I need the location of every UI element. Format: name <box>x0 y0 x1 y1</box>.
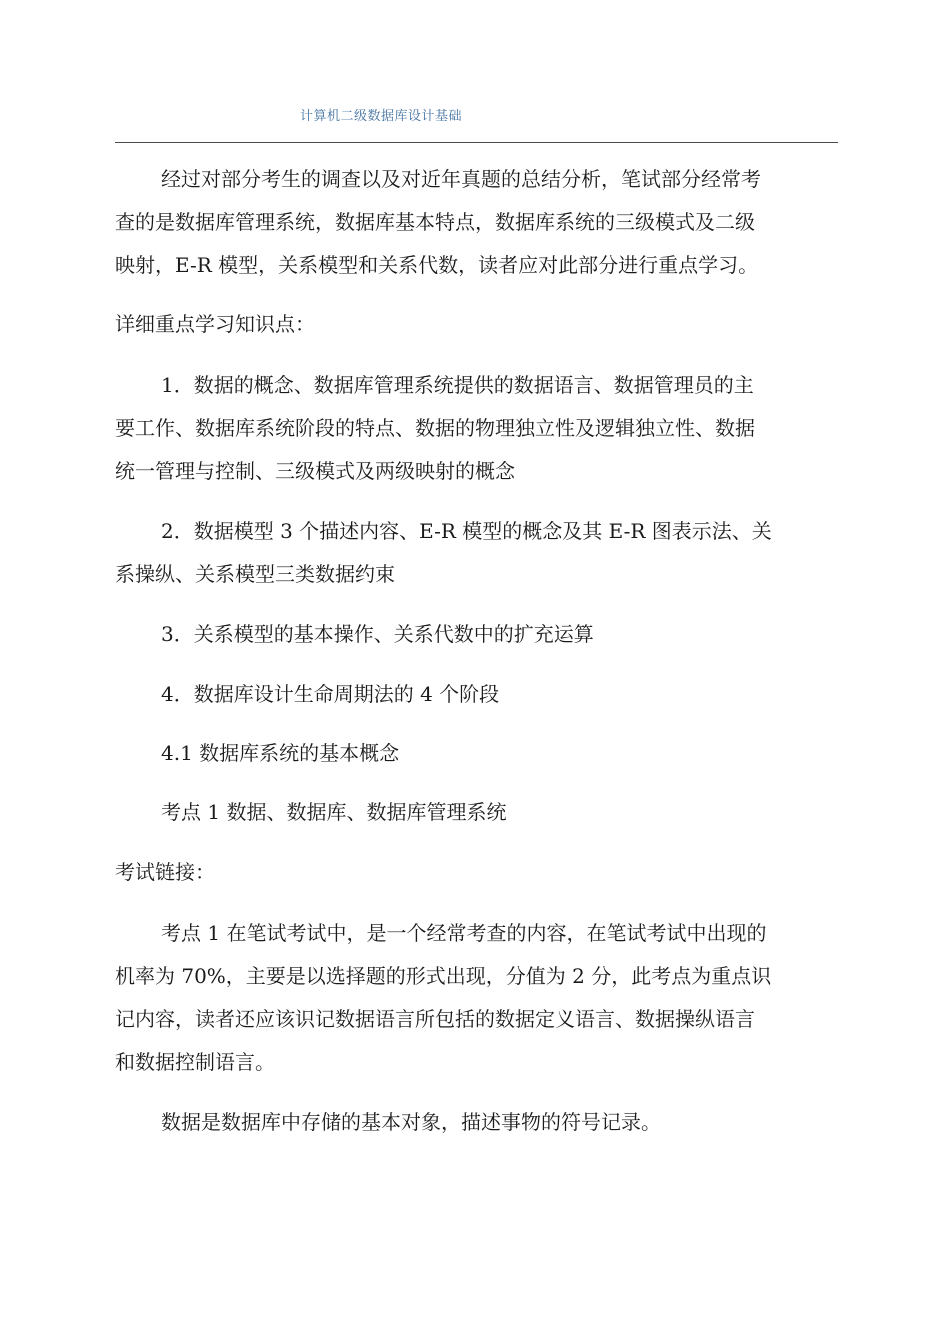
text-line: 1．数据的概念、数据库管理系统提供的数据语言、数据管理员的主 <box>161 373 754 397</box>
text-line: 系操纵、关系模型三类数据约束 <box>115 562 395 586</box>
key-point-item-3 <box>115 613 835 656</box>
text-line: 要工作、数据库系统阶段的特点、数据的物理独立性及逻辑独立性、数据 <box>115 416 755 440</box>
text-line: 数据是数据库中存储的基本对象，描述事物的符号记录。 <box>161 1110 661 1134</box>
exam-link-label <box>115 851 835 894</box>
text-line: 和数据控制语言。 <box>115 1050 275 1074</box>
text-line: 考试链接： <box>115 860 215 884</box>
exam-description-paragraph <box>115 912 835 1084</box>
text-line: 统一管理与控制、三级模式及两级映射的概念 <box>115 459 515 483</box>
text-line: 3．关系模型的基本操作、关系代数中的扩充运算 <box>161 622 594 646</box>
text-line: 4．数据库设计生命周期法的 4 个阶段 <box>161 682 500 706</box>
section-heading-4-1 <box>115 732 835 775</box>
exam-point-heading <box>115 791 835 834</box>
header-divider <box>115 142 838 143</box>
key-points-heading <box>115 303 835 346</box>
text-line: 查的是数据库管理系统，数据库基本特点，数据库系统的三级模式及二级 <box>115 210 755 234</box>
key-point-item-2 <box>115 510 835 596</box>
text-line: 记内容，读者还应该识记数据语言所包括的数据定义语言、数据操纵语言 <box>115 1007 755 1031</box>
page-header-title: 计算机二级数据库设计基础 <box>300 109 463 124</box>
text-line: 映射，E-R 模型，关系模型和关系代数，读者应对此部分进行重点学习。 <box>115 253 759 277</box>
text-line: 4.1 数据库系统的基本概念 <box>161 741 400 765</box>
key-point-item-1 <box>115 364 835 493</box>
text-line: 2．数据模型 3 个描述内容、E-R 模型的概念及其 E-R 图表示法、关 <box>161 519 772 543</box>
text-line: 考点 1 数据、数据库、数据库管理系统 <box>161 800 507 824</box>
text-line: 机率为 70%，主要是以选择题的形式出现，分值为 2 分，此考点为重点识 <box>115 964 772 988</box>
text-line: 详细重点学习知识点： <box>115 312 315 336</box>
data-definition-paragraph <box>115 1101 835 1144</box>
text-line: 经过对部分考生的调查以及对近年真题的总结分析，笔试部分经常考 <box>161 167 761 191</box>
key-point-item-4 <box>115 673 835 716</box>
text-line: 考点 1 在笔试考试中，是一个经常考查的内容，在笔试考试中出现的 <box>161 921 767 945</box>
intro-paragraph <box>115 158 835 287</box>
